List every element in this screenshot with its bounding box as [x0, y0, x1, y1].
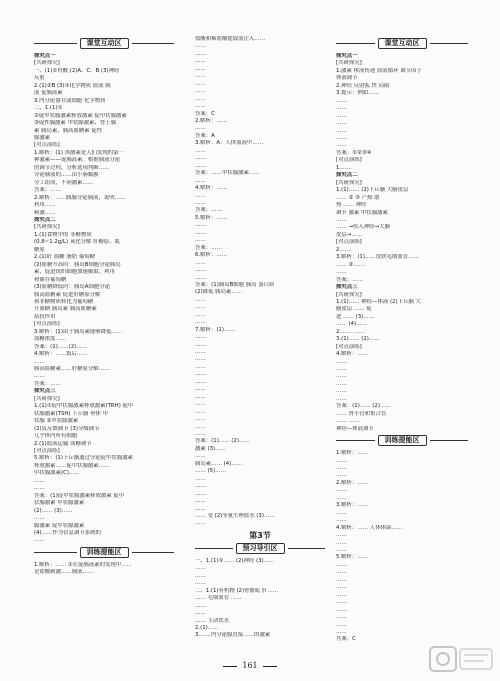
text-line: 液 促胰液素 — [34, 90, 63, 97]
text-line: 二、1.(1)① — [34, 105, 63, 112]
text-line: 答案：……甲状腺激素…… — [195, 170, 260, 177]
section-banner — [34, 38, 174, 49]
text-line: …… — [195, 334, 206, 341]
text-line: 2.解析：…… — [195, 117, 228, 124]
banner-rule — [34, 552, 77, 553]
banner-label: 训练提能区 — [80, 547, 129, 558]
banner-rule — [288, 548, 326, 549]
text-line: 释放激素……促甲状腺激素…… — [34, 462, 110, 469]
subheading: 探究点一 — [336, 53, 358, 59]
text-line: …… — [195, 349, 206, 356]
text-line: …… — [195, 572, 206, 579]
page-number — [0, 661, 500, 670]
text-line: 的调节过程，分析选项判断…… — [34, 164, 110, 171]
text-line: 7.解析：(1)…… — [195, 326, 235, 333]
text-line: …… — [336, 97, 347, 104]
banner-label: 训练提能区 — [378, 435, 427, 446]
text-line: …… ②…… — [336, 261, 365, 268]
text-line: …… — [195, 483, 206, 490]
text-line: 答案：…… — [34, 380, 61, 387]
text-line: 3.解析：(1)……皮肤毛细血管…… — [336, 254, 419, 261]
text-line: 一、1.(1)①…… (2)神经 (3)…… — [195, 557, 275, 564]
text-line: …… — [336, 134, 347, 141]
subheading: 探究点三 — [34, 388, 56, 395]
text-line: 1.(1)①促甲状腺激素释放激素(TRH) 促甲 — [34, 403, 134, 410]
text-line: …… — [195, 505, 206, 512]
text-line: 答案：①②③④ — [336, 149, 372, 156]
text-line: ②促甲状腺激素释放激素 促甲状腺激素 — [34, 112, 127, 119]
text-line: 2.(1)血液运输 血糖调节 — [34, 440, 92, 447]
text-line: …… — [195, 408, 206, 415]
text-line: [共研探究] — [34, 224, 60, 231]
banner-rule — [336, 440, 375, 441]
text-line: 3.提示：例如…… — [336, 90, 379, 97]
text-line: 6.解析：…… — [195, 252, 228, 259]
watermark-logo-icon — [428, 643, 496, 677]
text-line: …… — [195, 274, 206, 281]
text-line: 一、(1)①胃酸 (2)A、C、B (3)神经 — [34, 67, 120, 74]
text-line: …… — [195, 65, 206, 72]
text-line: …… — [195, 311, 206, 318]
text-line: …… — [336, 628, 347, 635]
text-line: …… — [336, 216, 347, 223]
text-line: …… →传入神经→大脑 — [336, 224, 390, 231]
banner-rule — [34, 43, 77, 44]
column-middle — [195, 36, 325, 661]
text-line: 状腺激素 甲状腺激素 — [34, 500, 85, 507]
text-line: …… — [195, 259, 206, 266]
section-banner — [34, 547, 174, 558]
text-line: 答案：(1)胰岛B细胞 胰岛 蛋白质 — [195, 281, 275, 288]
text-line: …… — [195, 304, 206, 311]
text-line: 是盐酸刺激……胰液…… — [34, 569, 94, 576]
text-line: 激素 (3)…… — [195, 445, 226, 452]
section-banner — [336, 38, 468, 49]
text-line: [对点演练] — [336, 343, 362, 350]
text-line: 4.解析：…… — [336, 351, 369, 358]
text-line: …… — [34, 373, 45, 380]
text-line: 1.激素 体液传递 血液循环 调节因子 — [336, 67, 422, 74]
text-line: [对点演练] — [34, 448, 60, 455]
text-line: 进 …… (3)…… — [336, 313, 375, 320]
text-line: …… (5)…… — [195, 468, 226, 475]
text-line: 调节 激素 甲状腺激素 — [336, 209, 388, 216]
banner-rule — [430, 43, 469, 44]
text-line: …… — [195, 356, 206, 363]
text-line: 3.解析：…… — [336, 502, 369, 509]
text-line: …… — [336, 395, 347, 402]
text-line: (2)血糖升高时：胰岛B细胞分泌胰岛 — [34, 261, 121, 268]
text-line: …… — [336, 569, 347, 576]
text-line: 升血糖 胰岛素 胰高血糖素 — [34, 306, 97, 313]
text-line: …… — [195, 155, 206, 162]
text-line: …… — [195, 103, 206, 110]
banner-rule — [336, 43, 375, 44]
text-line: …… — [336, 599, 347, 606]
text-line: …… — [195, 610, 206, 617]
text-line: …… — [195, 498, 206, 505]
text-line: …… — [336, 547, 347, 553]
text-line: …… — [336, 457, 347, 464]
text-line: 2.神经 反射弧 快 局限 — [336, 82, 390, 89]
text-line: 5.解析：…… — [336, 554, 369, 561]
text-line: …… — [195, 393, 206, 400]
text-line: [共研探究] — [34, 395, 60, 402]
text-line: …… (4)…… — [336, 321, 367, 328]
text-line: 答案：…… — [336, 276, 363, 283]
text-line: …… — [195, 401, 206, 408]
text-line: 4.解析：…… 人体体温…… — [336, 524, 403, 531]
text-line: (3)血糖降低时：胰岛A细胞分泌 — [34, 284, 111, 291]
text-line: …… — [195, 229, 206, 236]
text-line: 种激素——促胰液素。根据胰液分泌 — [34, 157, 121, 164]
text-line: 胰高血糖素……肝糖原分解…… — [34, 366, 110, 373]
text-line: (2)降低 胰岛素…… — [195, 289, 243, 296]
text-line: 刺激…… — [34, 209, 56, 216]
text-line: …… — [336, 509, 347, 516]
section-banner — [336, 435, 468, 446]
text-line: 答案：C — [336, 636, 356, 643]
text-line: 3.……内分泌腺直接……的激素 — [195, 632, 271, 639]
text-line: …… — [195, 386, 206, 393]
text-line: 1.…… — [336, 164, 352, 171]
text-line: …… — [195, 431, 206, 438]
text-line: 2.解析：……胰腺分泌胰液，说明…… — [34, 194, 126, 201]
text-line: …… — [195, 95, 206, 102]
text-line: (0.8~1.2g/L) 氧化分解 肝糖原、肌 — [34, 239, 121, 246]
text-line: ③促性腺激素 甲状腺激素、肾上腺 — [34, 120, 117, 127]
text-line: …… 受 (2)等量生理盐水 (3)…… — [195, 513, 275, 519]
text-line: …… — [336, 606, 347, 613]
text-line: 1.(1)食物中的 非糖物质 — [34, 231, 92, 238]
banner-label: 课堂互动区 — [80, 38, 129, 49]
text-line: 胰岛素…… (4)…… — [195, 460, 243, 467]
text-line: 2.(1)…… — [195, 624, 219, 631]
text-line: 1.(1)…… 神经—体液 (2)下丘脑 大 — [336, 298, 421, 305]
text-line: …… — [34, 477, 45, 484]
section-heading: 第3节 — [249, 530, 271, 540]
section-banner — [195, 543, 325, 554]
text-line: 2.…… — [336, 246, 352, 253]
text-line: …… — [195, 43, 206, 50]
text-line: …… — [336, 269, 347, 276]
text-line: 分泌胰液的……由小肠黏膜 — [34, 172, 99, 179]
text-line: …… — [336, 465, 347, 472]
text-line: [对点演练] — [336, 157, 362, 164]
text-line: …… — [195, 453, 206, 460]
text-line: …… — [336, 494, 347, 501]
text-line: [对点演练] — [34, 142, 60, 149]
text-line: …… — [336, 388, 347, 395]
text-line: 3.解析：A：人体血液中…… — [195, 140, 264, 147]
text-line: 2.解析：…… — [336, 479, 369, 486]
text-line: 5.解析：(1)下丘脑通过分泌促甲状腺激素 — [34, 455, 134, 462]
text-line: …… — [195, 475, 206, 482]
text-line: 分工组成，不同激素…… — [34, 179, 94, 186]
text-line: …… — [195, 50, 206, 57]
text-line: 拮抗作用 — [34, 313, 56, 320]
text-line: 盐酸和稀盐酸提取液注入…… — [195, 36, 266, 42]
text-line: …… — [195, 520, 206, 527]
subheading: 探究点二 — [34, 216, 56, 223]
text-line: [对点演练] — [34, 321, 60, 328]
subheading: 探究点三 — [336, 284, 358, 291]
text-line: …… — [195, 378, 206, 385]
text-line: 1.解析：…… — [336, 450, 369, 457]
text-line: …… — [336, 517, 347, 524]
text-line: …… — [195, 363, 206, 370]
text-line: …… — [195, 73, 206, 80]
text-line: …… — [336, 539, 347, 546]
column-right — [336, 36, 468, 661]
text-line: 甲状腺激素(C)…… — [34, 470, 80, 477]
text-line: …… — [195, 88, 206, 95]
text-line: …… — [336, 105, 347, 112]
text-line: 状腺激素(TSH) 下丘脑 垂体 甲 — [34, 410, 109, 417]
text-line: 脑皮层 …… 促 — [336, 306, 372, 313]
text-line: 1.解析：…… ①在促胰液素的发现中…… — [34, 561, 132, 568]
text-line: (4)……作为信息调节系统的 — [34, 530, 101, 536]
text-line: …… — [195, 490, 206, 497]
text-line: …… — [34, 515, 45, 522]
subheading: 探究点二 — [336, 172, 358, 179]
text-line: …… — [336, 472, 347, 479]
text-line: …… — [195, 177, 206, 184]
text-line: 体液调节 — [336, 75, 358, 82]
page-number-text: 161 — [242, 661, 258, 670]
text-line: 答案：…… — [34, 187, 61, 194]
banner-label: 预习导引区 — [236, 543, 285, 554]
text-line: …… — [336, 366, 347, 373]
text-line: …… — [336, 373, 347, 380]
text-line: 答案：C — [195, 110, 215, 117]
text-line: …… — [195, 296, 206, 303]
text-line: …… — [195, 371, 206, 378]
text-line: …… — [34, 485, 45, 492]
text-line: 胰高血糖素 促进肝糖原分解 — [34, 291, 101, 298]
text-line: 2.(1)②B (3)①化学物质 血液 胰 — [34, 82, 111, 89]
text-line: …… — [336, 127, 347, 134]
text-line: 答案：(1)……(2)…… — [34, 343, 88, 350]
text-line: 素，促进组织细胞加速摄取、利用 — [34, 269, 115, 276]
text-line: …… — [336, 380, 347, 387]
text-line: 腺激素 促甲状腺激素 — [34, 522, 85, 529]
text-line: …… — [195, 147, 206, 154]
text-line: …… — [336, 358, 347, 365]
text-line: 1.(1)…… (2)下丘脑 大脑皮层 — [336, 187, 409, 194]
text-line: …… — [195, 199, 206, 206]
text-line: [共研探究] — [336, 291, 362, 298]
text-line: …… — [34, 358, 45, 365]
text-line: …… 肾小管和集合管 — [336, 410, 387, 417]
text-line: …… — [336, 112, 347, 119]
text-line: 答案：(1)促甲状腺激素释放激素 促甲 — [34, 492, 125, 499]
text-line: …… — [336, 120, 347, 127]
text-line: [对点演练] — [336, 239, 362, 246]
text-line: 答案：(1)…… (2)…… — [336, 403, 391, 410]
text-line: …… — [195, 192, 206, 199]
text-line: 腺激素 — [34, 134, 51, 141]
text-line: 二、1.(1)有机物 (2)骨骼肌 肝…… — [195, 587, 279, 594]
text-line: …… — [195, 341, 206, 348]
text-line: 5.解析：…… — [195, 214, 228, 221]
text-line: 2.…… …… — [336, 328, 365, 335]
text-line: 4.解析：……饭后…… — [34, 351, 88, 358]
text-line: 和非糖物质转化为葡萄糖 — [34, 298, 94, 305]
text-line: 和储存葡萄糖 — [34, 276, 67, 283]
text-line: 3.(1)…… (2)…… — [336, 336, 380, 343]
text-line: …… ② ③ 产热 散 — [336, 194, 380, 201]
text-line: …… — [195, 602, 206, 609]
text-line: …… — [195, 565, 206, 572]
text-line: …… — [336, 584, 347, 591]
subheading: 探究点一 — [34, 53, 56, 59]
banner-label: 课堂互动区 — [378, 38, 427, 49]
text-line: …… — [34, 537, 45, 544]
text-line: …… — [336, 142, 347, 149]
text-line: [共研探究] — [336, 60, 362, 67]
text-line: …… — [195, 222, 206, 229]
text-line: …… — [336, 614, 347, 621]
text-line: 3.内分泌器官或细胞 化学物质 — [34, 97, 106, 104]
text-line: …… — [195, 319, 206, 326]
text-line: 几乎体内所有细胞 — [34, 433, 78, 440]
text-line: …… — [195, 423, 206, 430]
text-line: …… — [195, 580, 206, 587]
text-line: …… — [195, 416, 206, 423]
text-line: …… — [336, 487, 347, 494]
text-line: 糖原 — [34, 246, 45, 253]
text-line: 皮层→…… — [336, 231, 363, 238]
text-line: [共研探究] — [336, 179, 362, 186]
text-line: 利用…… — [34, 202, 56, 209]
banner-rule — [132, 552, 175, 553]
text-line: …… — [195, 125, 206, 132]
text-line: …… …… — [336, 418, 360, 425]
text-line: 素 胰岛素、胰高血糖素 促性 — [34, 127, 103, 134]
text-line: (2)负反馈调节 (3)分级调节 — [34, 425, 100, 432]
text-line: …… — [195, 237, 206, 244]
text-line: 4.解析：…… — [195, 185, 228, 192]
text-line: 血糖浓度…… — [34, 336, 67, 343]
text-line: 2.(1)肝 血糖 脂肪 葡萄糖 — [34, 254, 96, 261]
banner-rule — [195, 548, 233, 549]
text-line: …… — [195, 162, 206, 169]
column-left — [34, 36, 174, 661]
text-line: (2)…… (3)…… — [34, 507, 73, 514]
text-line: 1.解析：(1) 该激素是人们发现的第一 — [34, 149, 124, 156]
text-line: …… 主动饮水 — [195, 617, 230, 624]
text-line: 答案：A — [195, 132, 215, 139]
text-line: …… — [195, 267, 206, 274]
banner-rule — [132, 43, 175, 44]
text-line: 热 …… 神经 — [336, 202, 367, 209]
banner-rule — [430, 440, 469, 441]
text-line: 神经—体液调节 — [336, 425, 374, 432]
text-line: …… 毛细血管 …… — [195, 595, 242, 602]
text-line: …… — [195, 58, 206, 65]
text-line: 状腺 ②甲状腺激素 — [34, 418, 79, 425]
text-line: 答案：…… — [195, 244, 222, 251]
text-line: …… — [336, 561, 347, 568]
text-line: 3.解析：(1)由于胰岛素能够降低…… — [34, 328, 123, 335]
text-line: 答案：…… — [195, 207, 222, 214]
text-line: …… — [195, 80, 206, 87]
text-line: 答案：(1)…… (2)…… — [195, 438, 250, 445]
text-line: [共研探究] — [34, 60, 60, 67]
text-line: …… — [336, 621, 347, 628]
text-line: 反射 — [34, 75, 45, 82]
text-line: …… — [336, 532, 347, 539]
text-line: …… — [336, 591, 347, 598]
text-line: …… — [336, 576, 347, 583]
